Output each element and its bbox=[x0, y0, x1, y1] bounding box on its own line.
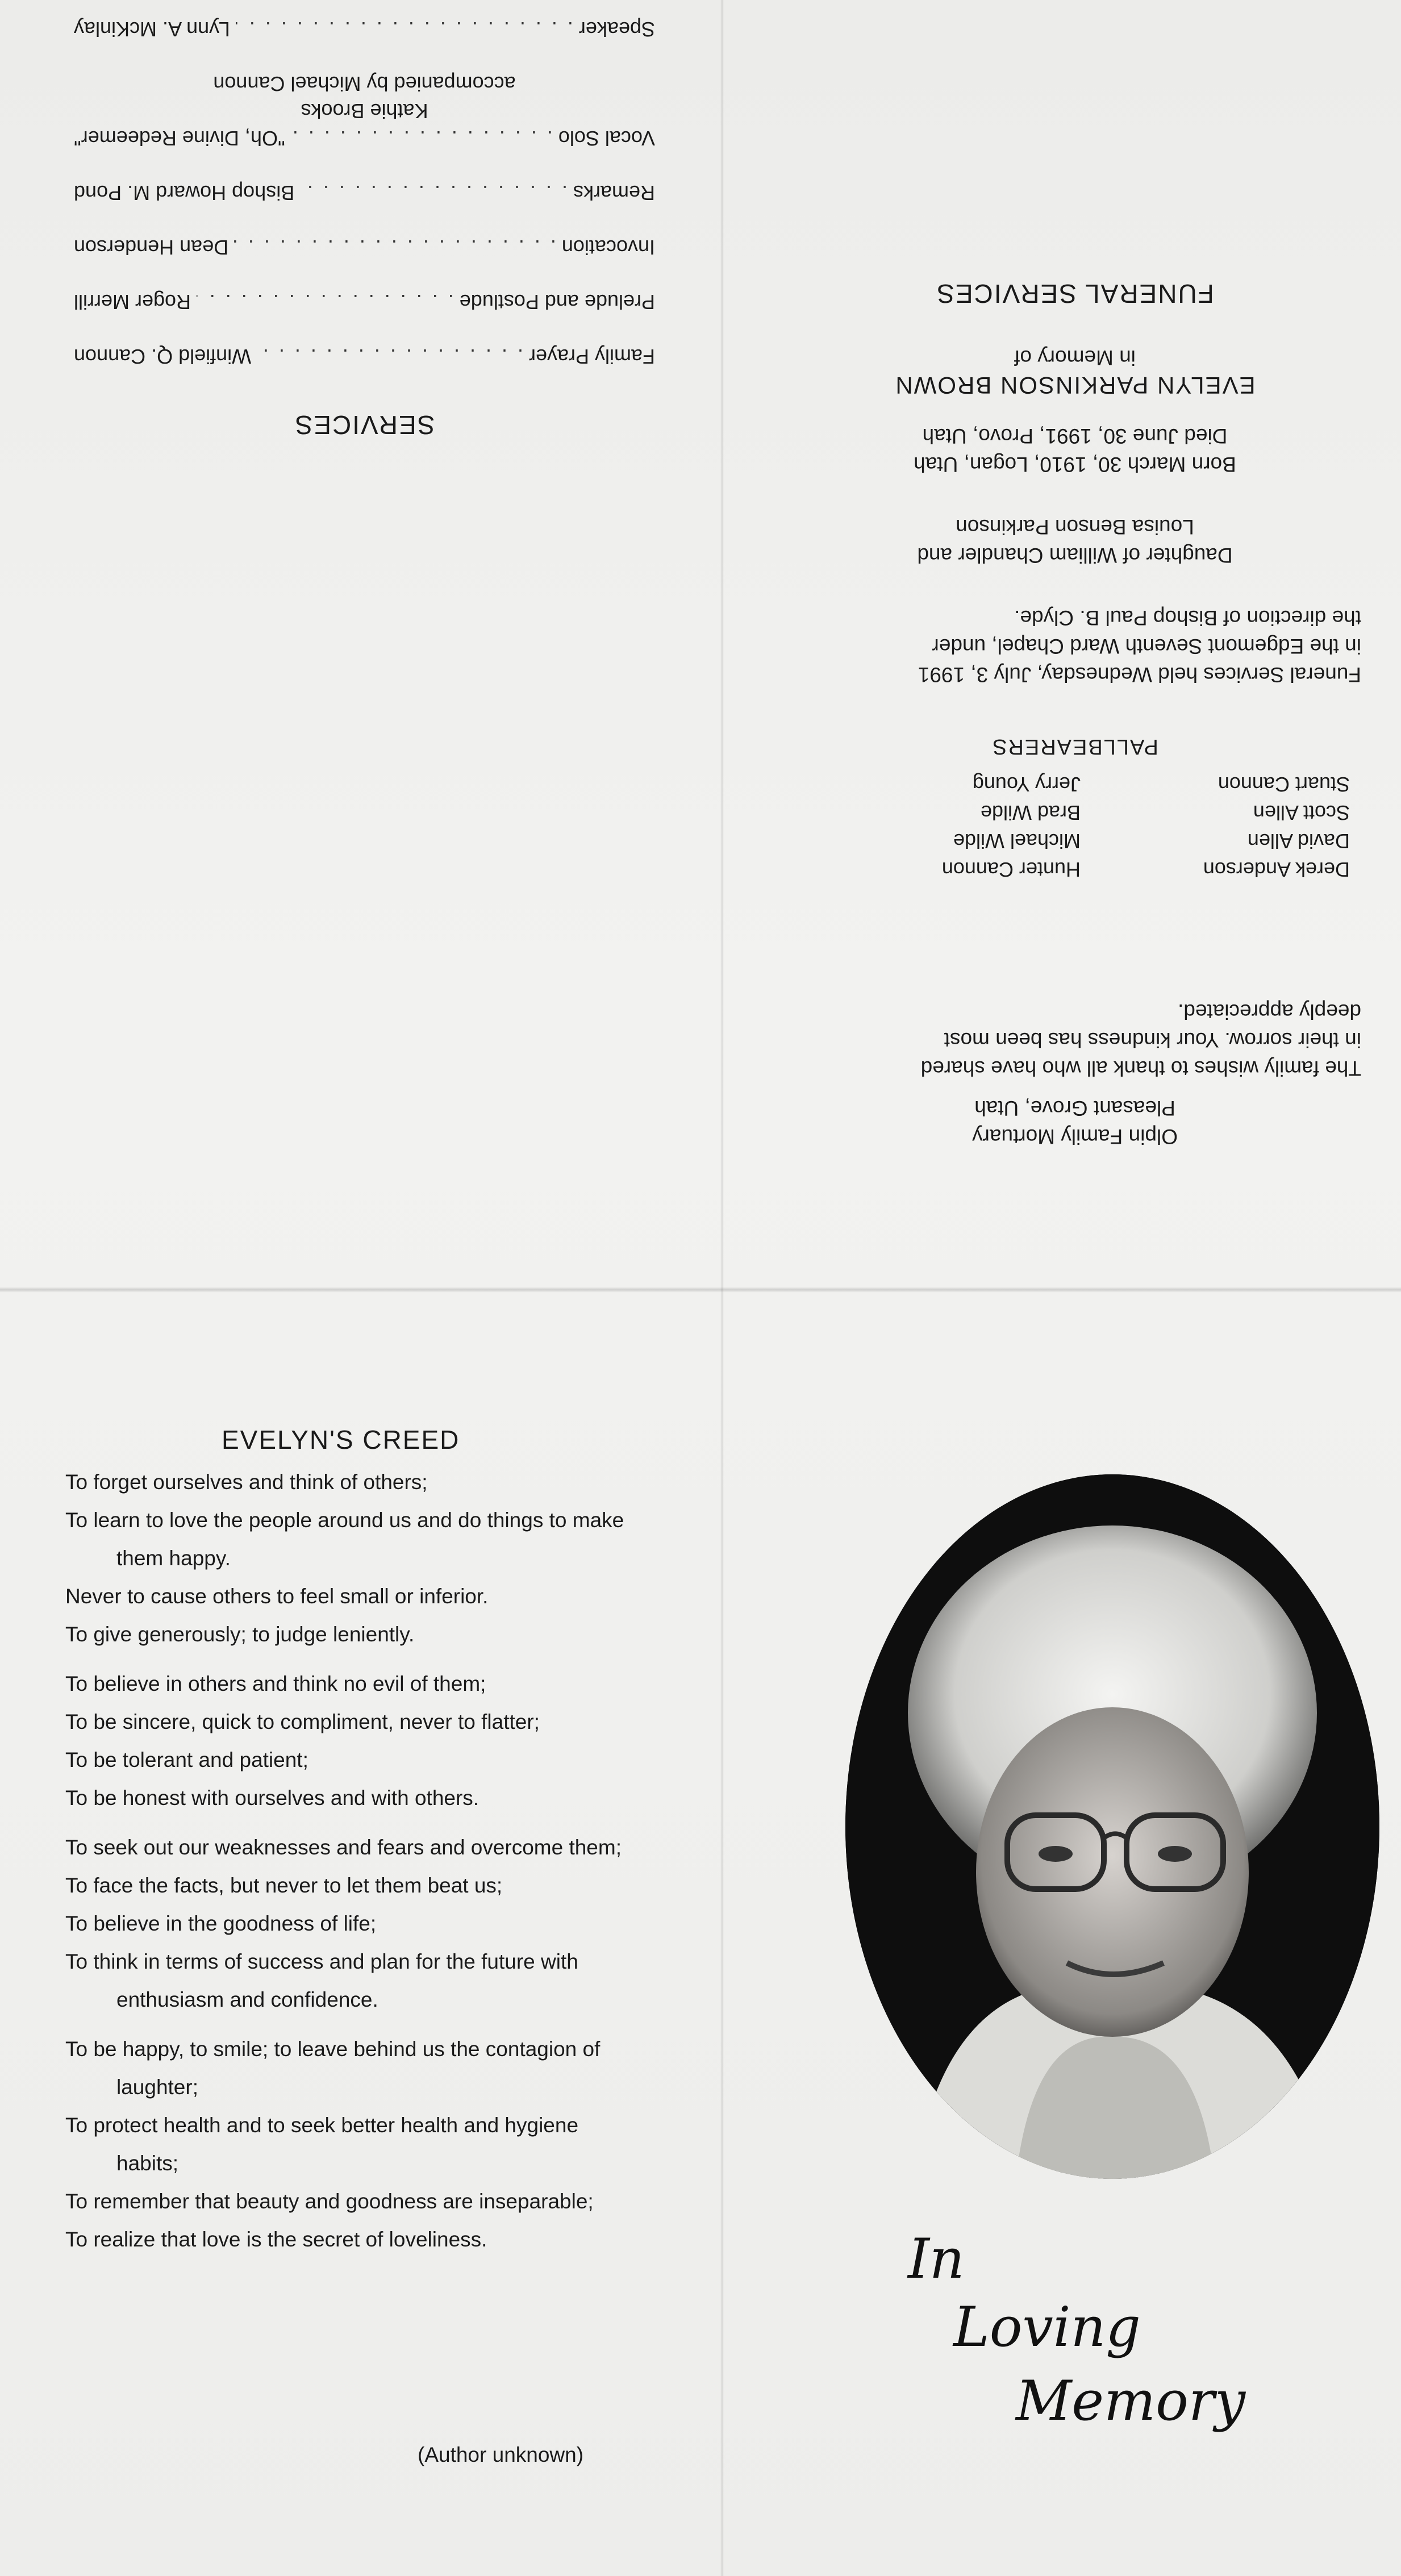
script-word-loving: Loving bbox=[953, 2295, 1141, 2359]
creed-line: To believe in others and think no evil of them; bbox=[65, 1672, 486, 1695]
pallbearer-list bbox=[789, 770, 1361, 883]
in-memory-of: in Memory of bbox=[1014, 346, 1136, 369]
held-line-2: in the Edgemont Seventh Ward Chapel, under bbox=[932, 635, 1361, 658]
parents-line-1: Daughter of William Chandler and bbox=[917, 544, 1233, 567]
creed-line: To forget ourselves and think of others; bbox=[65, 1470, 428, 1494]
parents-line-2: Louisa Benson Parkinson bbox=[956, 515, 1194, 539]
creed-author: (Author unknown) bbox=[418, 2443, 584, 2466]
service-row bbox=[74, 234, 655, 261]
pallbearer-name: Derek Anderson bbox=[1203, 858, 1350, 881]
creed-line: Never to cause others to feel small or inferior. bbox=[65, 1585, 489, 1608]
service-participant: Roger Merrill bbox=[74, 290, 191, 314]
pallbearer-name: Michael Wilde bbox=[953, 830, 1081, 853]
service-participant: "Oh, Divine Redeemer" bbox=[74, 127, 285, 150]
pallbearers-title: PALLBEARERS bbox=[991, 735, 1158, 758]
service-label: Invocation bbox=[561, 236, 655, 259]
pallbearer-name: Jerry Young bbox=[972, 773, 1081, 796]
service-participant: Dean Henderson bbox=[74, 236, 229, 259]
service-label: Speaker bbox=[578, 18, 655, 41]
held-line-3: the direction of Bishop Paul B. Clyde. bbox=[1014, 606, 1361, 630]
leader-dots bbox=[291, 124, 553, 152]
funeral-services-content bbox=[720, 0, 1401, 1287]
creed-line: To learn to love the people around us and do things to make them happy. bbox=[65, 1508, 624, 1570]
pallbearer-name: Hunter Cannon bbox=[941, 858, 1081, 881]
service-row bbox=[74, 343, 655, 370]
service-participant: Bishop Howard M. Pond bbox=[74, 181, 295, 205]
service-label: Prelude and Postlude bbox=[459, 290, 655, 314]
creed-line: To give generously; to judge leniently. bbox=[65, 1623, 415, 1646]
leader-dots bbox=[197, 288, 454, 315]
leader-dots bbox=[236, 15, 573, 43]
pallbearer-name: Stuart Cannon bbox=[1217, 773, 1350, 796]
creed-line: To face the facts, but never to let them beat us; bbox=[65, 1874, 503, 1897]
creed-line: To protect health and to seek better health and hygiene habits; bbox=[65, 2114, 579, 2175]
script-word-memory: Memory bbox=[1016, 2369, 1246, 2433]
died-line: Died June 30, 1991, Provo, Utah bbox=[922, 424, 1228, 448]
mortuary-name: Olpin Family Mortuary bbox=[972, 1125, 1178, 1148]
service-participant: Winfield Q. Cannon bbox=[74, 345, 252, 368]
creed-line: To be tolerant and patient; bbox=[65, 1748, 308, 1771]
service-detail: accompanied by Michael Cannon bbox=[213, 72, 516, 95]
portrait-image bbox=[845, 1474, 1379, 2179]
thanks-line-2: in their sorrow. Your kindness has been most bbox=[944, 1028, 1361, 1052]
creed-line: To be sincere, quick to compliment, never to flatter; bbox=[65, 1710, 540, 1733]
pallbearer-name: David Allen bbox=[1247, 830, 1350, 853]
service-row bbox=[74, 15, 655, 43]
creed-line: To seek out our weaknesses and fears and overcome them; bbox=[65, 1836, 622, 1859]
funeral-services-title: FUNERAL SERVICES bbox=[936, 279, 1214, 309]
service-row bbox=[74, 179, 655, 206]
script-word-in: In bbox=[908, 2227, 965, 2291]
services-panel bbox=[0, 0, 720, 1287]
services-title: SERVICES bbox=[294, 410, 435, 440]
creed-line: To be honest with ourselves and with others. bbox=[65, 1786, 479, 1810]
born-line: Born March 30, 1910, Logan, Utah bbox=[914, 453, 1236, 476]
thanks-line-3: deeply appreciated. bbox=[1178, 1000, 1361, 1023]
pallbearer-name: Brad Wilde bbox=[980, 801, 1081, 824]
in-loving-memory-panel bbox=[720, 1293, 1401, 2576]
deceased-name: EVELYN PARKINSON BROWN bbox=[894, 372, 1256, 399]
creed-line: To believe in the goodness of life; bbox=[65, 1912, 377, 1935]
services-list bbox=[74, 0, 655, 370]
leader-dots bbox=[234, 234, 556, 261]
creed-line: To be happy, to smile; to leave behind us the contagion of laughter; bbox=[65, 2037, 601, 2099]
service-row bbox=[74, 124, 655, 152]
services-spacer bbox=[74, 440, 655, 1219]
held-line-1: Funeral Services held Wednesday, July 3, 1991 bbox=[918, 663, 1361, 686]
creed-line: To remember that beauty and goodness are inseparable; bbox=[65, 2190, 594, 2213]
service-row bbox=[74, 288, 655, 315]
horizontal-fold-line bbox=[0, 1287, 1401, 1293]
creed-body bbox=[65, 1463, 645, 2258]
mortuary-location: Pleasant Grove, Utah bbox=[974, 1097, 1175, 1120]
thanks-line-1: The family wishes to thank all who have shared bbox=[920, 1057, 1361, 1080]
creed-title: EVELYN'S CREED bbox=[222, 1425, 460, 1454]
creed-line: To realize that love is the secret of loveliness. bbox=[65, 2228, 487, 2251]
leader-dots bbox=[257, 343, 523, 370]
service-label: Vocal Solo bbox=[558, 127, 655, 150]
service-detail: Kathie Brooks bbox=[301, 99, 428, 123]
creed-panel bbox=[0, 1293, 720, 2576]
pallbearer-name: Scott Allen bbox=[1253, 801, 1350, 824]
service-label: Family Prayer bbox=[528, 345, 655, 368]
service-participant: Lynn A. McKinlay bbox=[74, 18, 230, 41]
creed-line: To think in terms of success and plan for the future with enthusiasm and confidence. bbox=[65, 1950, 578, 2011]
leader-dots bbox=[300, 179, 568, 206]
portrait-photo bbox=[845, 1474, 1379, 2179]
service-label: Remarks bbox=[573, 181, 655, 205]
